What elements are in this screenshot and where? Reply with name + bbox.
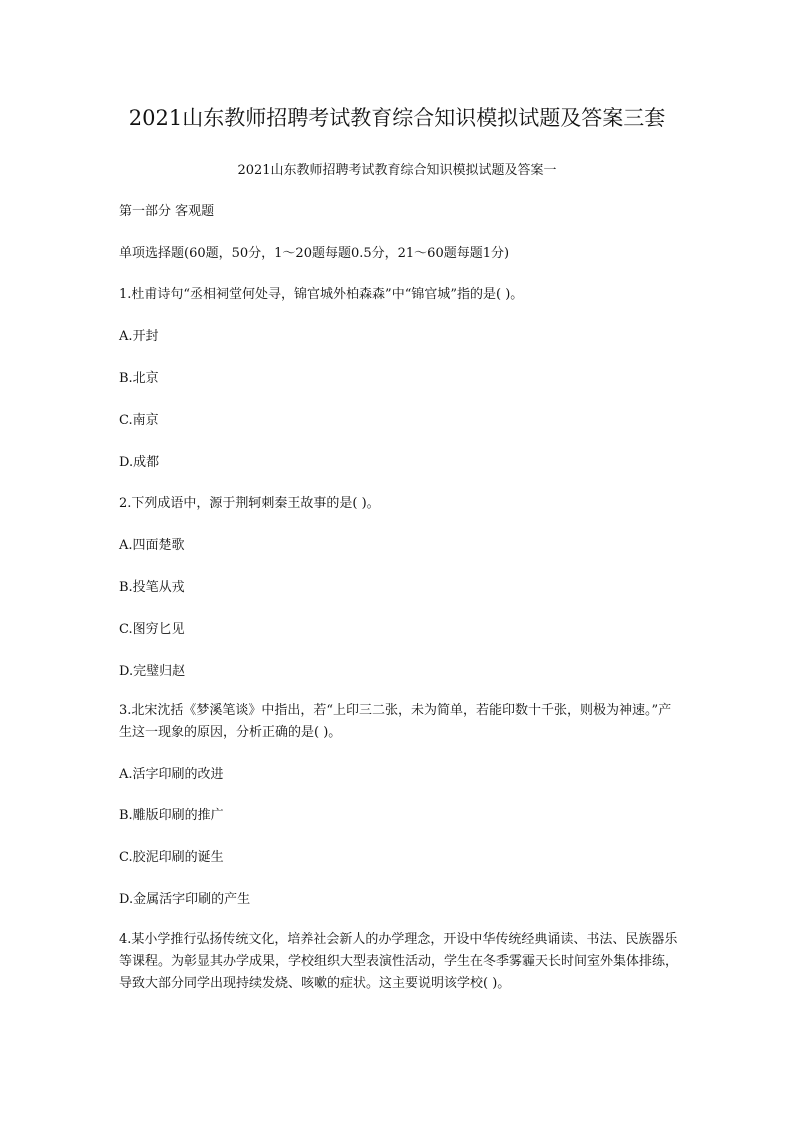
question-1-stem: 1.杜甫诗句“丞相祠堂何处寻，锦官城外柏森森”中“锦官城”指的是( )。: [119, 287, 524, 302]
question-2-option-a: A.四面楚歌: [119, 538, 185, 553]
question-3-option-c: C.胶泥印刷的诞生: [119, 850, 224, 865]
question-3-stem: 3.北宋沈括《梦溪笔谈》中指出，若“上印三二张，未为简单，若能印数十千张，则极为神速。”产生这一现象的原因，分析正确的是( )。: [119, 703, 672, 740]
question-4-stem: 4.某小学推行弘扬传统文化，培养社会新人的办学理念，开设中华传统经典诵读、书法、民族器乐等课程。为彰显其办学成果，学校组织大型表演性活动，学生在冬季雾霾天长时间室外集体排练，导致大部分同学出现持续发烧、咳嗽的症状。这主要说明该学校( )。: [119, 932, 679, 991]
question-1-option-b: B.北京: [119, 371, 159, 386]
question-1-option-d: D.成都: [119, 455, 160, 470]
section-heading: 第一部分 客观题: [119, 204, 215, 219]
question-1-option-a: A.开封: [119, 329, 159, 344]
question-1-option-c: C.南京: [119, 413, 159, 428]
question-3-option-b: B.雕版印刷的推广: [119, 808, 224, 823]
question-2-option-b: B.投笔从戎: [119, 580, 185, 595]
question-3-option-a: A.活字印刷的改进: [119, 767, 224, 782]
question-2-option-c: C.图穷匕见: [119, 622, 185, 637]
question-2-option-d: D.完璧归赵: [119, 664, 186, 679]
instructions: 单项选择题(60题，50分，1～20题每题0.5分，21～60题每题1分): [119, 246, 510, 261]
question-2-stem: 2.下列成语中，源于荆轲刺秦王故事的是( )。: [119, 496, 380, 511]
document-title: 2021山东教师招聘考试教育综合知识模拟试题及答案三套: [128, 106, 666, 130]
question-3-option-d: D.金属活字印刷的产生: [119, 892, 251, 907]
document-subtitle: 2021山东教师招聘考试教育综合知识模拟试题及答案一: [237, 163, 557, 178]
